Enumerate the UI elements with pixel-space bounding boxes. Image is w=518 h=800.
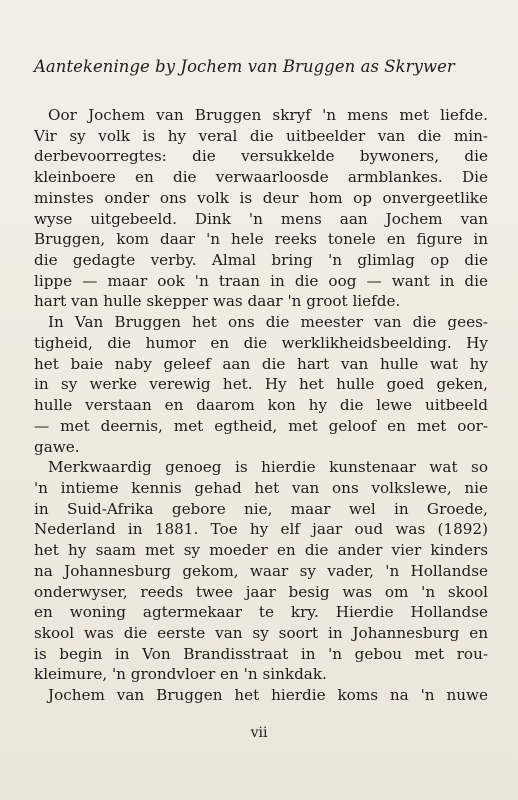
body-text <box>34 105 488 706</box>
text-line: wyse uitgebeeld. Dink 'n mens aan Jochem van <box>34 209 488 228</box>
text-line: na Johannesburg gekom, waar sy vader, 'n Hollandse <box>34 561 488 580</box>
text-line: hulle verstaan en daarom kon hy die lewe uitbeeld <box>34 396 488 415</box>
text-line: kleinboere en die verwaarloosde armblankes. Die <box>34 168 488 187</box>
text-line: Nederland in 1881. Toe hy elf jaar oud was (1892) <box>34 520 488 539</box>
text-line: hart van hulle skepper was daar 'n groot liefde. <box>34 292 401 311</box>
text-line: skool was die eerste van sy soort in Johannesburg en <box>34 623 488 642</box>
text-line: en woning agtermekaar te kry. Hierdie Hollandse <box>34 603 488 622</box>
text-line: minstes onder ons volk is deur hom op onvergeetlike <box>34 188 488 207</box>
text-line: Bruggen, kom daar 'n hele reeks tonele en figure in <box>34 230 488 249</box>
text-line: derbevoorregtes: die versukkelde bywoners, die <box>34 147 488 166</box>
text-line: — met deernis, met egtheid, met geloof en met oor- <box>34 416 488 435</box>
text-line: kleimure, 'n grondvloer en 'n sinkdak. <box>34 665 327 684</box>
text-line: 'n intieme kennis gehad het van ons volkslewe, nie <box>34 478 488 497</box>
text-line: is begin in Von Brandisstraat in 'n gebou met rou- <box>34 644 488 663</box>
text-line: lippe — maar ook 'n traan in die oog — want in die <box>34 271 488 290</box>
chapter-heading: Aantekeninge by Jochem van Bruggen as Skrywer <box>34 57 455 76</box>
text-line: tigheid, die humor en die werklikheidsbeelding. Hy <box>34 333 488 352</box>
text-line: het hy saam met sy moeder en die ander vier kinders <box>34 541 488 560</box>
text-line: in sy werke verewig het. Hy het hulle goed geken, <box>34 375 488 394</box>
text-line: In Van Bruggen het ons die meester van die gees- <box>48 313 488 332</box>
text-line: Jochem van Bruggen het hierdie koms na 'n nuwe <box>48 686 488 705</box>
text-line: gawe. <box>34 437 80 456</box>
text-line: in Suid-Afrika gebore nie, maar wel in Groede, <box>34 499 488 518</box>
text-line: Merkwaardig genoeg is hierdie kunstenaar wat so <box>48 458 488 477</box>
text-line: die gedagte verby. Almal bring 'n glimlag op die <box>34 251 488 270</box>
text-line: onderwyser, reeds twee jaar besig was om 'n skool <box>34 582 488 601</box>
text-line: Oor Jochem van Bruggen skryf 'n mens met liefde. <box>48 106 488 124</box>
page-number: vii <box>250 725 268 741</box>
text-line: Vir sy volk is hy veral die uitbeelder van die min- <box>34 126 488 145</box>
text-line: het baie naby geleef aan die hart van hulle wat hy <box>34 354 488 373</box>
